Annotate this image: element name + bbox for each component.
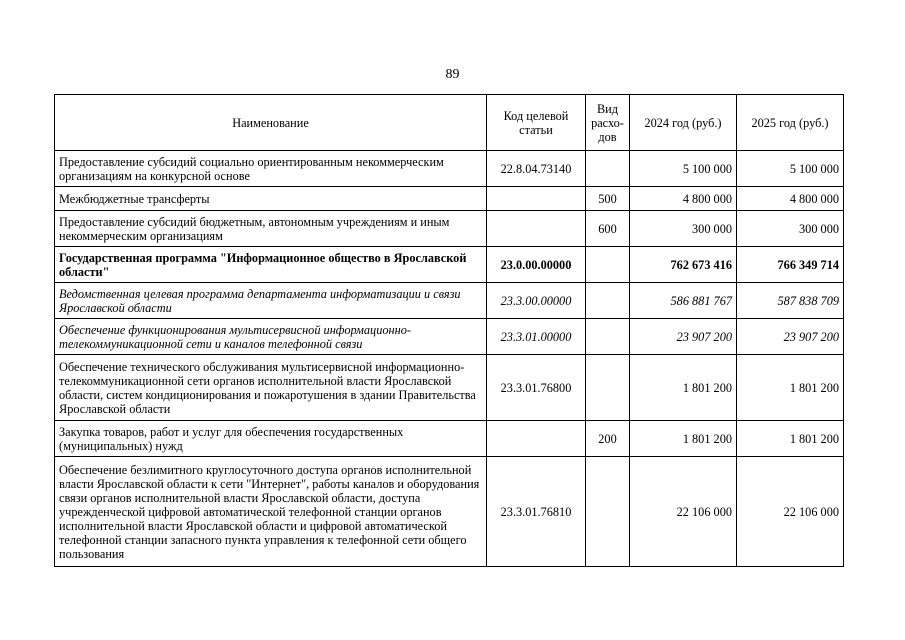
table-row — [55, 247, 844, 283]
row-name-cell: Предоставление субсидий бюджетным, автономным учреждениям и иным некоммерческим организациям — [55, 211, 487, 247]
table-body — [55, 151, 844, 567]
row-vid-cell — [586, 355, 630, 421]
row-2025-cell: 5 100 000 — [737, 151, 844, 187]
row-2024-cell: 762 673 416 — [630, 247, 737, 283]
row-name-cell: Межбюджетные трансферты — [55, 187, 487, 211]
header-name: Наименование — [55, 95, 487, 151]
row-2025-cell: 766 349 714 — [737, 247, 844, 283]
row-code-cell: 22.8.04.73140 — [487, 151, 586, 187]
table-row — [55, 187, 844, 211]
row-name-cell: Обеспечение безлимитного круглосуточного доступа органов исполнительной власти Ярославской области к сети "Интернет", работы каналов и оборудования связи органов исполнительной власти Ярославской области, доступа учрежденческой цифровой автоматической телефонной станции органов исполнительной власти Ярославской области и цифровой автоматической телефонной станции запасного пункта управления к телефонной сети общего пользования — [55, 457, 487, 567]
row-2024-cell: 1 801 200 — [630, 421, 737, 457]
row-vid-cell — [586, 151, 630, 187]
header-vid: Вид расхо-дов — [586, 95, 630, 151]
row-vid-cell: 600 — [586, 211, 630, 247]
row-2024-cell: 1 801 200 — [630, 355, 737, 421]
row-vid-cell — [586, 283, 630, 319]
row-2025-cell: 22 106 000 — [737, 457, 844, 567]
row-code-cell: 23.0.00.00000 — [487, 247, 586, 283]
row-vid-cell: 200 — [586, 421, 630, 457]
header-code: Код целевой статьи — [487, 95, 586, 151]
row-2025-cell: 1 801 200 — [737, 355, 844, 421]
row-name-cell: Ведомственная целевая программа департамента информатизации и связи Ярославской области — [55, 283, 487, 319]
header-2024: 2024 год (руб.) — [630, 95, 737, 151]
row-2025-cell: 300 000 — [737, 211, 844, 247]
row-code-cell — [487, 211, 586, 247]
page-number: 89 — [445, 67, 460, 82]
row-2024-cell: 300 000 — [630, 211, 737, 247]
table-row — [55, 355, 844, 421]
header-2025: 2025 год (руб.) — [737, 95, 844, 151]
table-row — [55, 211, 844, 247]
table-row — [55, 283, 844, 319]
budget-table — [54, 94, 844, 567]
row-code-cell: 23.3.01.76810 — [487, 457, 586, 567]
table-row — [55, 319, 844, 355]
row-name-cell: Предоставление субсидий социально ориентированным некоммерческим организациям на конкурсной основе — [55, 151, 487, 187]
row-2025-cell: 23 907 200 — [737, 319, 844, 355]
row-vid-cell — [586, 457, 630, 567]
row-2025-cell: 1 801 200 — [737, 421, 844, 457]
row-2024-cell: 22 106 000 — [630, 457, 737, 567]
row-2024-cell: 586 881 767 — [630, 283, 737, 319]
table-row — [55, 421, 844, 457]
row-name-cell: Обеспечение технического обслуживания мультисервисной информационно-телекоммуникационной сети органов исполнительной власти Ярославской области, систем кондиционирования и пожаротушения в здании Правительства Ярославской области — [55, 355, 487, 421]
table-row — [55, 457, 844, 567]
row-2024-cell: 4 800 000 — [630, 187, 737, 211]
row-code-cell — [487, 421, 586, 457]
row-2024-cell: 23 907 200 — [630, 319, 737, 355]
row-name-cell: Закупка товаров, работ и услуг для обеспечения государственных (муниципальных) нужд — [55, 421, 487, 457]
row-vid-cell — [586, 319, 630, 355]
row-vid-cell — [586, 247, 630, 283]
row-name-cell: Обеспечение функционирования мультисервисной информационно-телекоммуникационной сети и каналов телефонной связи — [55, 319, 487, 355]
row-2024-cell: 5 100 000 — [630, 151, 737, 187]
row-vid-cell: 500 — [586, 187, 630, 211]
row-code-cell: 23.3.00.00000 — [487, 283, 586, 319]
row-name-cell: Государственная программа "Информационное общество в Ярославской области" — [55, 247, 487, 283]
row-code-cell: 23.3.01.00000 — [487, 319, 586, 355]
row-code-cell: 23.3.01.76800 — [487, 355, 586, 421]
table-header-row — [55, 95, 844, 151]
row-code-cell — [487, 187, 586, 211]
row-2025-cell: 4 800 000 — [737, 187, 844, 211]
row-2025-cell: 587 838 709 — [737, 283, 844, 319]
table-row — [55, 151, 844, 187]
